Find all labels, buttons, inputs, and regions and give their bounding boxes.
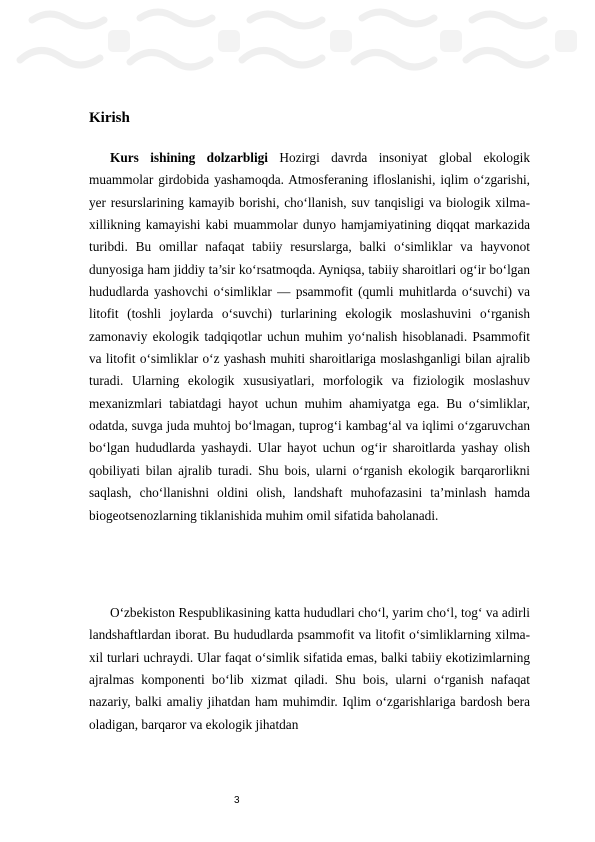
watermark-pattern <box>0 0 595 100</box>
paragraph-uzbekistan: O‘zbekiston Respublikasining katta hududlari cho‘l, yarim cho‘l, tog‘ va adirli landshaftlardan iborat. Bu hududlarda psammofit va litofit o‘simliklarning xilma-xil turlari uchraydi. Ular faqat o‘simlik sifatida emas, balki tabiiy ekotizimlarning ajralmas komponenti bo‘lib xizmat qiladi. Shu bois, ularni o‘rganish nafaqat nazariy, balki amaliy jihatdan ham muhimdir. Iqlim o‘zgarishlariga bardosh bera oladigan, barqaror va ekologik jihatdan <box>89 605 530 732</box>
paragraph-lead: Kurs ishining dolzarbligi <box>110 150 268 165</box>
paragraph-relevance <box>89 147 530 527</box>
page-number: 3 <box>234 795 240 806</box>
section-heading: Kirish <box>89 110 130 126</box>
paragraph-body: Hozirgi davrda insoniyat global ekologik muammolar girdobida yashamoqda. Atmosferaning ifloslanishi, iqlim o‘zgarishi, yer resurslarining kamayib borishi, cho‘llanish, suv tanqisligi va biologik xilma-xillikning kamayishi kabi muammolar dunyo hamjamiyatining diqqat markazida turibdi. Bu omillar nafaqat tabiiy resurslarga, balki o‘simliklar va hayvonot dunyosiga ham jiddiy ta’sir ko‘rsatmoqda. Ayniqsa, tabiiy sharoitlari og‘ir bo‘lgan hududlarda yashovchi o‘simliklar — psammofit (qumli muhitlarda o‘suvchi) va litofit (toshli joylarda o‘suvchi) turlarining ekologik moslashuvini o‘rganish zamonaviy ekologik tadqiqotlar uchun muhim yo‘nalish hisoblanadi. Psammofit va litofit o‘simliklar o‘z yashash muhiti sharoitlariga moslashganligi bilan ajralib turadi. Ularning ekologik xususiyatlari, morfologik va fiziologik moslashuv mexanizmlari tabiatdagi hayot uchun muhim ahamiyatga ega. Bu o‘simliklar, odatda, suvga juda muhtoj bo‘lmagan, tuprog‘i kambag‘al va iqlimi o‘zgaruvchan bo‘lgan hududlarda yashaydi. Ular hayot uchun og‘ir sharoitlarda yashay olish qobiliyati bilan ajralib turadi. Shu bois, ularni o‘rganish ekologik barqarorlikni saqlash, cho‘llanishni oldini olish, landshaft muhofazasini ta’minlash hamda biogeotsenozlarning tiklanishida muhim omil sifatida baholanadi. <box>89 150 530 523</box>
